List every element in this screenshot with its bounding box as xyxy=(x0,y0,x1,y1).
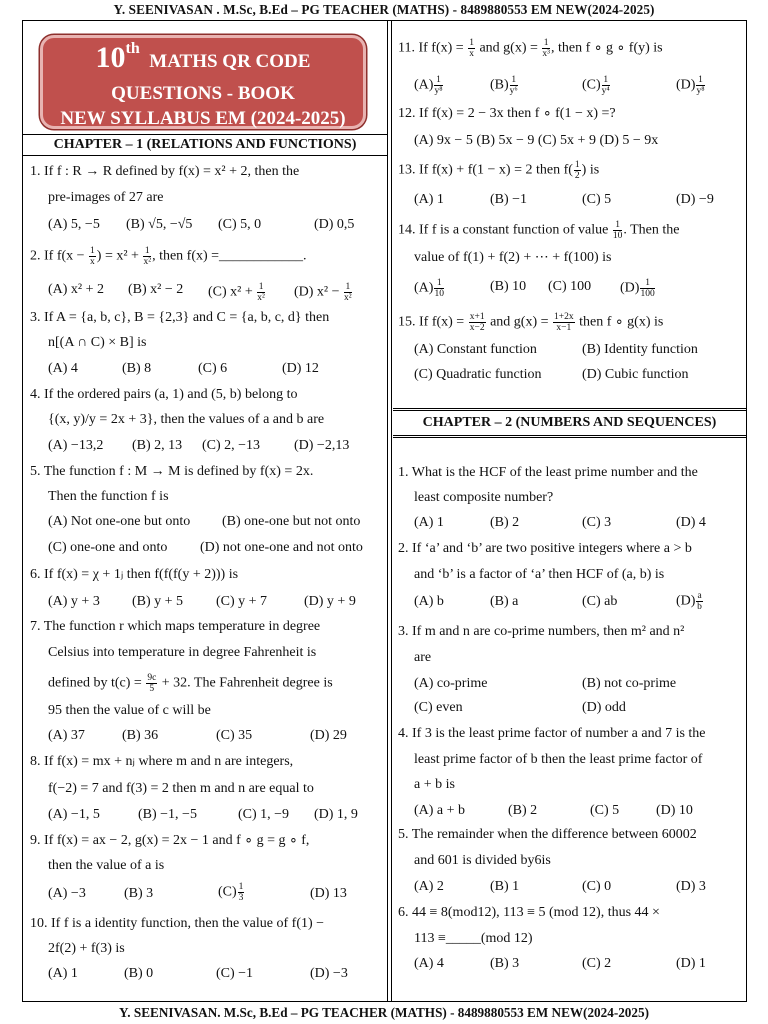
frac-num: 1 xyxy=(345,282,351,292)
c2-q3-option-c: (C) even xyxy=(414,700,463,715)
c2-q1-option-b: (B) 2 xyxy=(490,515,520,530)
c1-q8-option-b: (B) −1, −5 xyxy=(138,807,197,822)
c1-q7-option-d: (D) 29 xyxy=(310,728,347,743)
title-badge xyxy=(40,35,366,129)
c2-q2-option-d xyxy=(676,591,704,612)
text-b: ) is xyxy=(581,162,600,178)
frac-2 xyxy=(553,312,575,333)
c2-q5-option-d: (D) 3 xyxy=(676,879,706,894)
c2-q6-option-c: (C) 2 xyxy=(582,956,612,971)
frac-num: 1 xyxy=(469,38,474,48)
frac-den: x² xyxy=(257,293,265,303)
c2-q5-line1: 5. The remainder when the difference between 60002 xyxy=(398,827,697,842)
c1-q11-option-a xyxy=(414,75,444,96)
grade-suffix: th xyxy=(125,40,140,57)
frac-den: x² xyxy=(344,293,352,303)
c1-q1-line1: 1. If f : R → R defined by f(x) = x² + 2, then the xyxy=(30,164,300,179)
frac-num: 1 xyxy=(511,75,517,85)
c2-q5-option-a: (A) 2 xyxy=(414,879,444,894)
c2-q1-option-a: (A) 1 xyxy=(414,515,444,530)
frac-den: x² xyxy=(143,257,152,267)
c1-q4-option-b: (B) 2, 13 xyxy=(132,438,183,453)
grade-number: 10 xyxy=(95,41,126,74)
c2-q4-line3: a + b is xyxy=(414,777,455,792)
c1-q11-option-c xyxy=(582,75,611,96)
frac-den: x³ xyxy=(542,49,550,59)
c1-q4-option-a: (A) −13,2 xyxy=(48,438,104,453)
c1-q4-option-c: (C) 2, −13 xyxy=(202,438,261,453)
c1-q9-line1: 9. If f(x) = ax − 2, g(x) = 2x − 1 and f ∘ g = g ∘ f, xyxy=(30,833,310,848)
frac-num: 1 xyxy=(698,75,703,85)
badge-line-2: QUESTIONS - BOOK xyxy=(111,83,295,104)
frac-num: 1+2x xyxy=(554,312,574,322)
frac-den: x−1 xyxy=(556,323,572,333)
c1-q10-option-b: (B) 0 xyxy=(124,966,154,981)
text-b: and g(x) = xyxy=(475,40,542,56)
c1-q3-option-a: (A) 4 xyxy=(48,361,78,376)
option-text: (D) xyxy=(676,77,696,93)
c1-q5-line1: 5. The function f : M → M is defined by f(x) = 2x. xyxy=(30,464,314,479)
c1-q9-option-d: (D) 13 xyxy=(310,886,347,901)
c2-q2-option-b: (B) a xyxy=(490,594,519,609)
c2-q6-option-a: (A) 4 xyxy=(414,956,444,971)
frac xyxy=(613,220,623,241)
option-frac xyxy=(640,278,654,299)
frac-den: y⁶ xyxy=(509,86,518,96)
c1-q1-option-b: (B) √5, −√5 xyxy=(126,217,193,232)
frac-2 xyxy=(542,38,550,59)
c1-q1-line2: pre-images of 27 are xyxy=(48,190,164,205)
option-frac xyxy=(696,75,704,96)
c1-q8-line1: 8. If f(x) = mx + nⱼ where m and n are integers, xyxy=(30,754,294,769)
c1-q13-option-c: (C) 5 xyxy=(582,192,612,207)
c1-q2-option-a: (A) x² + 2 xyxy=(48,282,105,297)
c1-q8-option-c: (C) 1, −9 xyxy=(238,807,290,822)
frac-num: a xyxy=(697,591,702,601)
c1-q15-line1 xyxy=(398,312,663,333)
c1-q8-line2: f(−2) = 7 and f(3) = 2 then m and n are equal to xyxy=(48,781,314,796)
frac-num: 1 xyxy=(238,882,244,892)
c1-q2-option-c xyxy=(208,282,266,303)
c1-q5-option-b: (B) one-one but not onto xyxy=(222,514,361,529)
option-text: (D) xyxy=(676,593,696,609)
c1-q3-option-c: (C) 6 xyxy=(198,361,228,376)
option-text: (B) xyxy=(490,77,509,93)
c2-q5-line2: and 601 is divided by6is xyxy=(414,853,551,868)
c1-q11-option-b xyxy=(490,75,519,96)
c1-q15-option-c: (C) Quadratic function xyxy=(414,367,542,382)
c1-q15-option-a: (A) Constant function xyxy=(414,342,537,357)
c2-q4-option-d: (D) 10 xyxy=(656,803,693,818)
c2-q6-line1: 6. 44 ≡ 8(mod12), 113 ≡ 5 (mod 12), thus 44 × xyxy=(398,905,660,920)
c1-q13-option-b: (B) −1 xyxy=(490,192,528,207)
c1-q14-option-c: (C) 100 xyxy=(548,279,592,294)
frac-num: 1 xyxy=(613,220,623,231)
c1-q2-frac-2 xyxy=(143,246,151,267)
page-header: Y. SEENIVASAN . M.Sc, B.Ed – PG TEACHER (MATHS) - 8489880553 EM NEW(2024-2025) xyxy=(113,2,655,17)
option-frac xyxy=(696,591,702,612)
frac-den: 10 xyxy=(434,289,444,299)
c1-q13-option-d: (D) −9 xyxy=(676,192,714,207)
c1-q1-option-d: (D) 0,5 xyxy=(314,217,355,232)
c2-q4-option-a: (A) a + b xyxy=(414,803,466,818)
c1-q4-line1: 4. If the ordered pairs (a, 1) and (5, b) belong to xyxy=(30,387,298,402)
frac-den: y⁸ xyxy=(434,86,443,96)
c1-q8-option-d: (D) 1, 9 xyxy=(314,807,358,822)
c1-q6-option-a: (A) y + 3 xyxy=(48,594,100,609)
c1-q11-line1 xyxy=(398,38,663,59)
frac-num: 1 xyxy=(640,278,654,289)
c1-q3-option-d: (D) 12 xyxy=(282,361,319,376)
c1-q14-option-b: (B) 10 xyxy=(490,279,527,294)
c1-q12-line1: 12. If f(x) = 2 − 3x then f ∘ f(1 − x) =? xyxy=(398,106,616,121)
c1-q4-option-d: (D) −2,13 xyxy=(294,438,350,453)
c2-q3-line1: 3. If m and n are co-prime numbers, then m² and n² xyxy=(398,624,685,639)
c1-q2-text-b: ) = x² + xyxy=(96,248,143,264)
option-text: (C) xyxy=(218,884,237,900)
c1-q13-line1 xyxy=(398,160,599,181)
c1-q3-option-b: (B) 8 xyxy=(122,361,152,376)
c1-q2-text-a: 2. If f(x − xyxy=(30,248,89,264)
frac-num: 1 xyxy=(258,282,264,292)
c1-q2-frac-1 xyxy=(89,246,96,267)
frac-den: 2 xyxy=(574,171,580,181)
c1-q10-option-c: (C) −1 xyxy=(216,966,254,981)
c1-q5-option-c: (C) one-one and onto xyxy=(48,540,168,555)
option-text: (C) x² + xyxy=(208,284,257,300)
c1-q14-option-a xyxy=(414,278,445,299)
c1-q2-option-b: (B) x² − 2 xyxy=(128,282,184,297)
text-a: 11. If f(x) = xyxy=(398,40,468,56)
badge-line-1 xyxy=(43,40,363,75)
option-frac xyxy=(257,282,265,303)
c1-q4-line2: {(x, y)/y = 2x + 3}, then the values of a and b are xyxy=(48,412,325,427)
frac-den: x−2 xyxy=(469,323,485,333)
c2-q6-line2: 113 ≡_____(mod 12) xyxy=(414,931,533,946)
c2-q6-option-b: (B) 3 xyxy=(490,956,520,971)
c2-q5-option-c: (C) 0 xyxy=(582,879,612,894)
c1-q7-line4: 95 then the value of c will be xyxy=(48,703,211,718)
frac-num: 1 xyxy=(90,246,95,256)
chapter-2-heading: CHAPTER – 2 (NUMBERS AND SEQUENCES) xyxy=(393,408,746,438)
c2-q1-option-c: (C) 3 xyxy=(582,515,612,530)
c1-q7-option-a: (A) 37 xyxy=(48,728,85,743)
frac-num: 1 xyxy=(434,278,444,289)
c1-q9-option-c xyxy=(218,882,245,903)
option-text: (A) xyxy=(414,77,434,93)
option-text: (C) xyxy=(582,77,601,93)
frac-den: 10 xyxy=(612,231,623,241)
frac-den: b xyxy=(697,602,702,612)
frac-den: x xyxy=(469,49,474,59)
text-a: 14. If f is a constant function of value xyxy=(398,222,612,238)
c2-q3-option-a: (A) co-prime xyxy=(414,676,488,691)
option-frac xyxy=(238,882,245,903)
c2-q2-line1: 2. If ‘a’ and ‘b’ are two positive integers where a > b xyxy=(398,541,692,556)
option-frac xyxy=(344,282,352,303)
frac-den: x xyxy=(90,257,95,267)
c1-q9-option-b: (B) 3 xyxy=(124,886,154,901)
column-divider xyxy=(387,20,392,1002)
c1-q13-option-a: (A) 1 xyxy=(414,192,444,207)
c1-q9-option-a: (A) −3 xyxy=(48,886,86,901)
text-c: , then f ∘ g ∘ f(y) is xyxy=(550,40,663,56)
c2-q1-line1: 1. What is the HCF of the least prime number and the xyxy=(398,465,698,480)
c1-q6-option-b: (B) y + 5 xyxy=(132,594,184,609)
page-footer: Y. SEENIVASAN. M.Sc, B.Ed – PG TEACHER (MATHS) - 8489880553 EM NEW(2024-2025) xyxy=(119,1005,649,1020)
c1-q14-line2: value of f(1) + f(2) + ⋯ + f(100) is xyxy=(414,250,612,265)
frac-num: 1 xyxy=(603,75,609,85)
text-a: 15. If f(x) = xyxy=(398,314,468,330)
c2-q4-option-b: (B) 2 xyxy=(508,803,538,818)
c1-q8-option-a: (A) −1, 5 xyxy=(48,807,100,822)
c1-q3-line1: 3. If A = {a, b, c}, B = {2,3} and C = {a, b, c, d} then xyxy=(30,310,330,325)
text-b: + 32. The Fahrenheit degree is xyxy=(158,675,333,691)
frac-1 xyxy=(468,38,475,59)
option-frac xyxy=(434,75,442,96)
c1-q15-option-b: (B) Identity function xyxy=(582,342,698,357)
c1-q7-line3 xyxy=(48,673,333,694)
c1-q7-frac xyxy=(146,673,157,694)
option-text: (D) xyxy=(620,280,640,296)
frac-den: y⁸ xyxy=(696,86,705,96)
frac-num: 1 xyxy=(144,246,150,256)
c1-q12-options: (A) 9x − 5 (B) 5x − 9 (C) 5x + 9 (D) 5 − 9x xyxy=(414,133,659,148)
option-frac xyxy=(510,75,518,96)
text-a: defined by t(c) = xyxy=(48,675,146,691)
frac-num: 1 xyxy=(436,75,441,85)
text-a: 13. If f(x) + f(1 − x) = 2 then f( xyxy=(398,162,573,178)
text-b: . Then the xyxy=(623,222,680,238)
option-text: (D) x² − xyxy=(294,284,344,300)
c1-q7-option-b: (B) 36 xyxy=(122,728,159,743)
c2-q3-option-d: (D) odd xyxy=(582,700,626,715)
c1-q10-line2: 2f(2) + f(3) is xyxy=(48,941,125,956)
c2-q5-option-b: (B) 1 xyxy=(490,879,520,894)
c2-q1-option-d: (D) 4 xyxy=(676,515,706,530)
c2-q1-line2: least composite number? xyxy=(414,490,554,505)
text-b: and g(x) = xyxy=(486,314,553,330)
c1-q9-line2: then the value of a is xyxy=(48,858,165,873)
c2-q2-option-c: (C) ab xyxy=(582,594,618,609)
badge-line-3: NEW SYLLABUS EM (2024-2025) xyxy=(60,108,346,129)
c1-q11-option-d xyxy=(676,75,706,96)
frac-den: 100 xyxy=(640,289,655,299)
chapter-1-heading: CHAPTER – 1 (RELATIONS AND FUNCTIONS) xyxy=(23,134,387,156)
c2-q3-line2: are xyxy=(414,650,432,665)
c1-q5-option-d: (D) not one-one and not onto xyxy=(200,540,363,555)
c1-q3-line2: n[(A ∩ C) × B] is xyxy=(48,335,147,350)
text-c: then f ∘ g(x) is xyxy=(575,314,664,330)
frac-num: 9c xyxy=(147,673,157,683)
c2-q2-line2: and ‘b’ is a factor of ‘a’ then HCF of (a, b) is xyxy=(414,567,665,582)
option-frac xyxy=(602,75,610,96)
c1-q2-option-d xyxy=(294,282,353,303)
c2-q4-line2: least prime factor of b then the least prime factor of xyxy=(414,752,703,767)
c1-q14-option-d xyxy=(620,278,656,299)
option-frac xyxy=(434,278,444,299)
c1-q7-line2: Celsius into temperature in degree Fahrenheit is xyxy=(48,645,317,660)
option-text: (A) xyxy=(414,280,434,296)
c1-q6-line1: 6. If f(x) = χ + 1ⱼ then f(f(f(y + 2))) is xyxy=(30,567,239,582)
c1-q6-option-d: (D) y + 9 xyxy=(304,594,356,609)
c2-q4-option-c: (C) 5 xyxy=(590,803,620,818)
frac-den: 5 xyxy=(149,684,155,694)
frac-num: x+1 xyxy=(469,312,485,322)
frac-1 xyxy=(469,312,486,333)
frac-num: 1 xyxy=(574,160,580,170)
c1-q5-line2: Then the function f is xyxy=(48,489,169,504)
c1-q1-option-c: (C) 5, 0 xyxy=(218,217,262,232)
frac-den: 3 xyxy=(238,893,244,903)
c1-q10-option-d: (D) −3 xyxy=(310,966,348,981)
c1-q14-line1 xyxy=(398,220,679,241)
c1-q5-option-a: (A) Not one-one but onto xyxy=(48,514,191,529)
c1-q2-line1 xyxy=(30,246,307,267)
c1-q15-option-d: (D) Cubic function xyxy=(582,367,689,382)
c2-q2-option-a: (A) b xyxy=(414,594,444,609)
c1-q7-line1: 7. The function r which maps temperature in degree xyxy=(30,619,321,634)
frac-den: y⁴ xyxy=(601,86,610,96)
frac xyxy=(574,160,581,181)
c1-q1-option-a: (A) 5, −5 xyxy=(48,217,100,232)
c1-q6-option-c: (C) y + 7 xyxy=(216,594,268,609)
badge-title: MATHS QR CODE xyxy=(149,51,311,72)
c1-q7-option-c: (C) 35 xyxy=(216,728,253,743)
frac-num: 1 xyxy=(543,38,549,48)
c2-q3-option-b: (B) not co-prime xyxy=(582,676,677,691)
c1-q2-text-c: , then f(x) =____________. xyxy=(152,248,307,264)
c1-q10-line1: 10. If f is a identity function, then the value of f(1) − xyxy=(30,916,325,931)
c2-q6-option-d: (D) 1 xyxy=(676,956,706,971)
c2-q4-line1: 4. If 3 is the least prime factor of number a and 7 is the xyxy=(398,726,706,741)
c1-q10-option-a: (A) 1 xyxy=(48,966,78,981)
